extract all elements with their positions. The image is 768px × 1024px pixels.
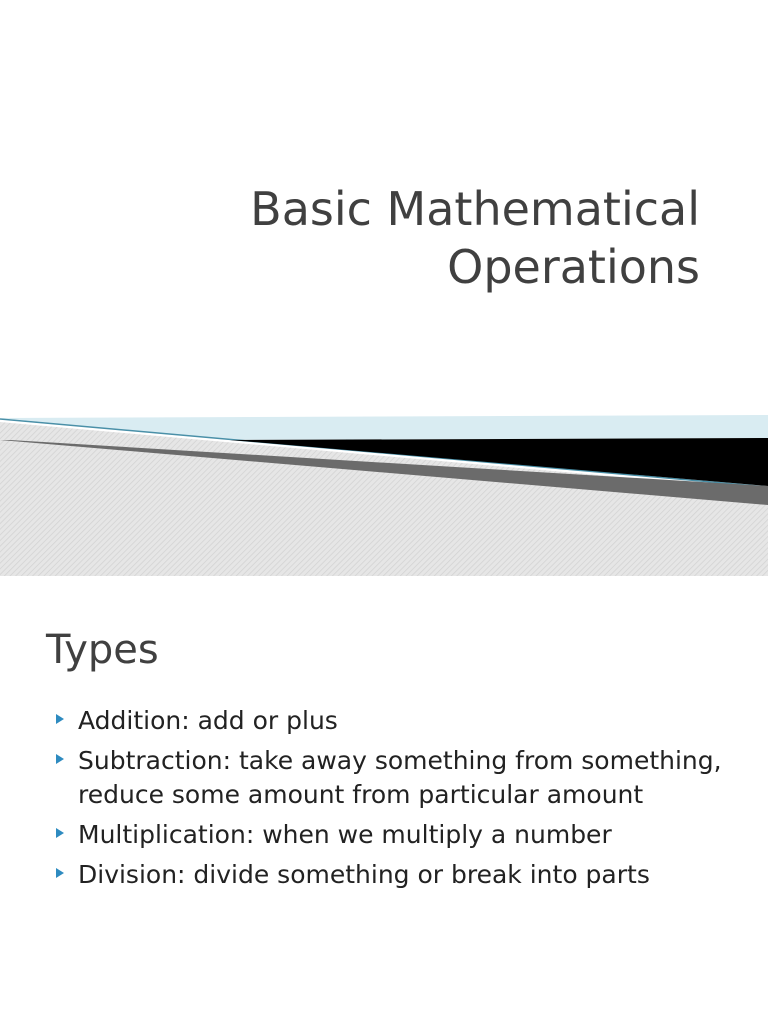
bullet-list xyxy=(56,704,746,898)
bullet-text: Subtraction: take away something from something, reduce some amount from particular amount xyxy=(78,746,722,809)
bullet-text: Division: divide something or break into parts xyxy=(78,860,650,889)
slide-title xyxy=(250,180,700,296)
slide-heading: Types xyxy=(46,627,159,673)
decorative-band xyxy=(0,410,768,576)
bullet-item-division xyxy=(56,858,746,892)
triangle-bullet-icon xyxy=(56,714,64,724)
bullet-item-addition xyxy=(56,704,746,738)
bullet-item-subtraction xyxy=(56,744,746,812)
triangle-bullet-icon xyxy=(56,754,64,764)
content-slide xyxy=(0,576,768,1024)
triangle-bullet-icon xyxy=(56,868,64,878)
bullet-text: Multiplication: when we multiply a number xyxy=(78,820,612,849)
triangle-bullet-icon xyxy=(56,828,64,838)
bullet-item-multiplication xyxy=(56,818,746,852)
title-line-1: Basic Mathematical xyxy=(250,182,700,236)
title-line-2: Operations xyxy=(447,240,700,294)
bullet-text: Addition: add or plus xyxy=(78,706,338,735)
